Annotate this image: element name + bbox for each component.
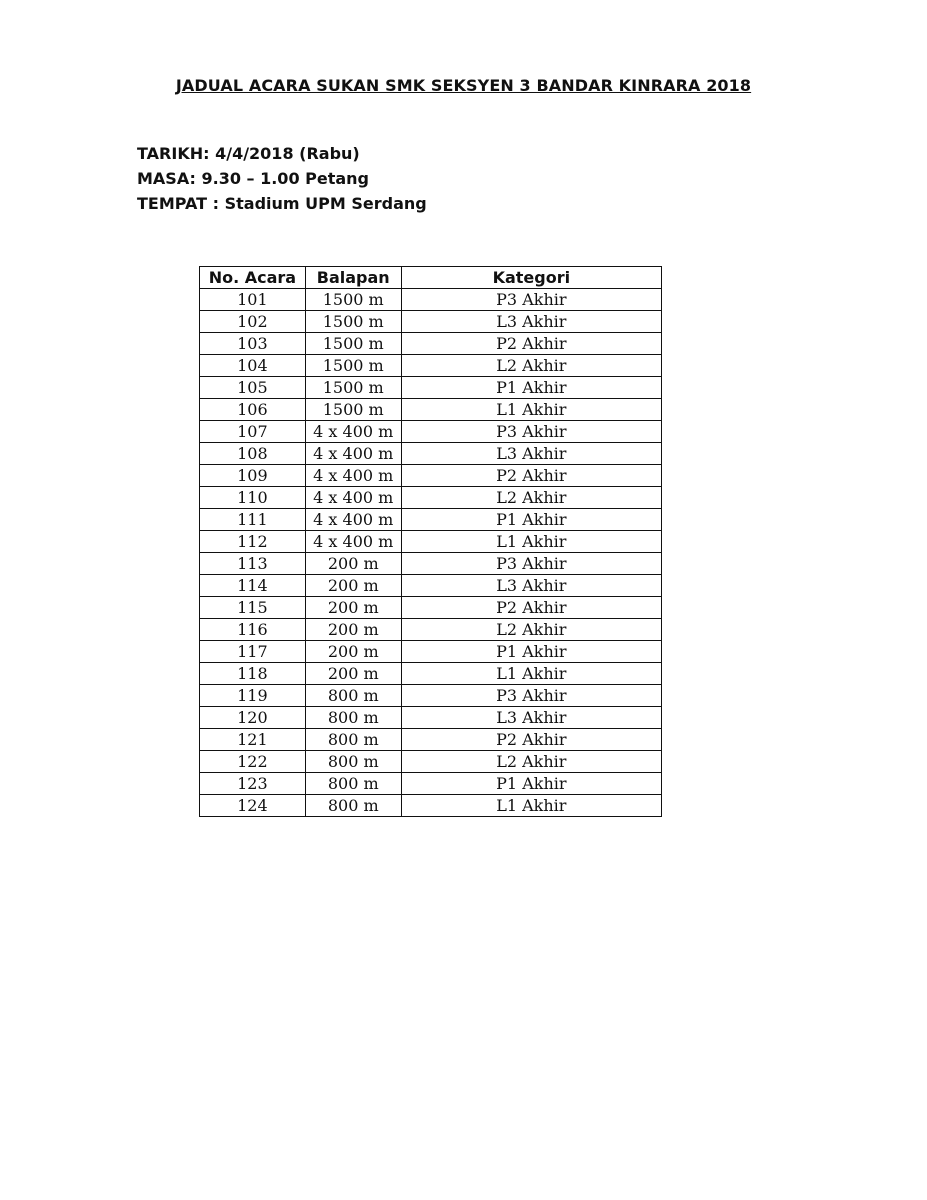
cell-balapan: 200 m	[305, 641, 401, 663]
table-row	[200, 399, 662, 421]
cell-balapan: 4 x 400 m	[305, 531, 401, 553]
table-row	[200, 355, 662, 377]
table-row	[200, 443, 662, 465]
table-row	[200, 663, 662, 685]
table-row	[200, 619, 662, 641]
cell-balapan: 800 m	[305, 751, 401, 773]
table-row	[200, 597, 662, 619]
cell-no-acara: 124	[200, 795, 306, 817]
cell-balapan: 200 m	[305, 663, 401, 685]
cell-balapan: 800 m	[305, 729, 401, 751]
event-info	[137, 141, 427, 216]
table-row	[200, 795, 662, 817]
cell-kategori: P2 Akhir	[401, 333, 661, 355]
cell-no-acara: 107	[200, 421, 306, 443]
cell-balapan: 200 m	[305, 575, 401, 597]
table-row	[200, 773, 662, 795]
document-title: JADUAL ACARA SUKAN SMK SEKSYEN 3 BANDAR KINRARA 2018	[175, 76, 752, 95]
cell-balapan: 800 m	[305, 685, 401, 707]
table-row	[200, 509, 662, 531]
cell-balapan: 1500 m	[305, 355, 401, 377]
cell-balapan: 1500 m	[305, 399, 401, 421]
cell-no-acara: 104	[200, 355, 306, 377]
table-row	[200, 421, 662, 443]
time-line: MASA: 9.30 – 1.00 Petang	[137, 169, 370, 188]
table-row	[200, 377, 662, 399]
cell-no-acara: 115	[200, 597, 306, 619]
table-header-row	[200, 267, 662, 289]
table-row	[200, 311, 662, 333]
cell-balapan: 4 x 400 m	[305, 443, 401, 465]
cell-kategori: L2 Akhir	[401, 355, 661, 377]
cell-balapan: 1500 m	[305, 333, 401, 355]
cell-balapan: 4 x 400 m	[305, 509, 401, 531]
cell-kategori: L3 Akhir	[401, 575, 661, 597]
cell-kategori: L1 Akhir	[401, 795, 661, 817]
cell-no-acara: 123	[200, 773, 306, 795]
cell-kategori: P3 Akhir	[401, 289, 661, 311]
cell-kategori: L2 Akhir	[401, 751, 661, 773]
cell-no-acara: 121	[200, 729, 306, 751]
cell-kategori: P1 Akhir	[401, 641, 661, 663]
cell-balapan: 1500 m	[305, 289, 401, 311]
header-balapan: Balapan	[305, 267, 401, 289]
cell-no-acara: 101	[200, 289, 306, 311]
cell-no-acara: 120	[200, 707, 306, 729]
table-row	[200, 729, 662, 751]
table-row	[200, 641, 662, 663]
cell-kategori: L1 Akhir	[401, 531, 661, 553]
cell-kategori: P3 Akhir	[401, 421, 661, 443]
venue-line: TEMPAT : Stadium UPM Serdang	[137, 194, 427, 213]
table-row	[200, 531, 662, 553]
cell-no-acara: 116	[200, 619, 306, 641]
cell-kategori: P1 Akhir	[401, 773, 661, 795]
cell-no-acara: 105	[200, 377, 306, 399]
cell-no-acara: 111	[200, 509, 306, 531]
table-row	[200, 575, 662, 597]
cell-balapan: 200 m	[305, 597, 401, 619]
cell-kategori: P3 Akhir	[401, 553, 661, 575]
cell-no-acara: 117	[200, 641, 306, 663]
cell-no-acara: 103	[200, 333, 306, 355]
cell-balapan: 200 m	[305, 553, 401, 575]
cell-kategori: L2 Akhir	[401, 619, 661, 641]
cell-no-acara: 102	[200, 311, 306, 333]
cell-no-acara: 108	[200, 443, 306, 465]
cell-kategori: L1 Akhir	[401, 663, 661, 685]
cell-balapan: 800 m	[305, 773, 401, 795]
table-body	[200, 289, 662, 817]
cell-no-acara: 109	[200, 465, 306, 487]
cell-no-acara: 113	[200, 553, 306, 575]
cell-no-acara: 122	[200, 751, 306, 773]
cell-balapan: 1500 m	[305, 377, 401, 399]
cell-no-acara: 119	[200, 685, 306, 707]
cell-no-acara: 110	[200, 487, 306, 509]
date-line: TARIKH: 4/4/2018 (Rabu)	[137, 144, 360, 163]
cell-balapan: 1500 m	[305, 311, 401, 333]
cell-balapan: 200 m	[305, 619, 401, 641]
cell-kategori: L2 Akhir	[401, 487, 661, 509]
cell-kategori: L1 Akhir	[401, 399, 661, 421]
cell-balapan: 4 x 400 m	[305, 421, 401, 443]
cell-kategori: P1 Akhir	[401, 509, 661, 531]
cell-balapan: 800 m	[305, 795, 401, 817]
cell-balapan: 4 x 400 m	[305, 465, 401, 487]
table-row	[200, 333, 662, 355]
cell-kategori: P3 Akhir	[401, 685, 661, 707]
cell-kategori: L3 Akhir	[401, 707, 661, 729]
cell-kategori: P2 Akhir	[401, 465, 661, 487]
table-row	[200, 707, 662, 729]
header-kategori: Kategori	[401, 267, 661, 289]
cell-no-acara: 118	[200, 663, 306, 685]
cell-no-acara: 114	[200, 575, 306, 597]
table-row	[200, 685, 662, 707]
cell-kategori: P1 Akhir	[401, 377, 661, 399]
table-row	[200, 751, 662, 773]
header-no-acara: No. Acara	[200, 267, 306, 289]
table-row	[200, 487, 662, 509]
table-row	[200, 289, 662, 311]
cell-kategori: P2 Akhir	[401, 597, 661, 619]
cell-kategori: L3 Akhir	[401, 443, 661, 465]
cell-balapan: 4 x 400 m	[305, 487, 401, 509]
cell-no-acara: 106	[200, 399, 306, 421]
table-row	[200, 465, 662, 487]
cell-no-acara: 112	[200, 531, 306, 553]
cell-kategori: P2 Akhir	[401, 729, 661, 751]
cell-balapan: 800 m	[305, 707, 401, 729]
table-row	[200, 553, 662, 575]
cell-kategori: L3 Akhir	[401, 311, 661, 333]
event-schedule-table	[199, 266, 662, 817]
